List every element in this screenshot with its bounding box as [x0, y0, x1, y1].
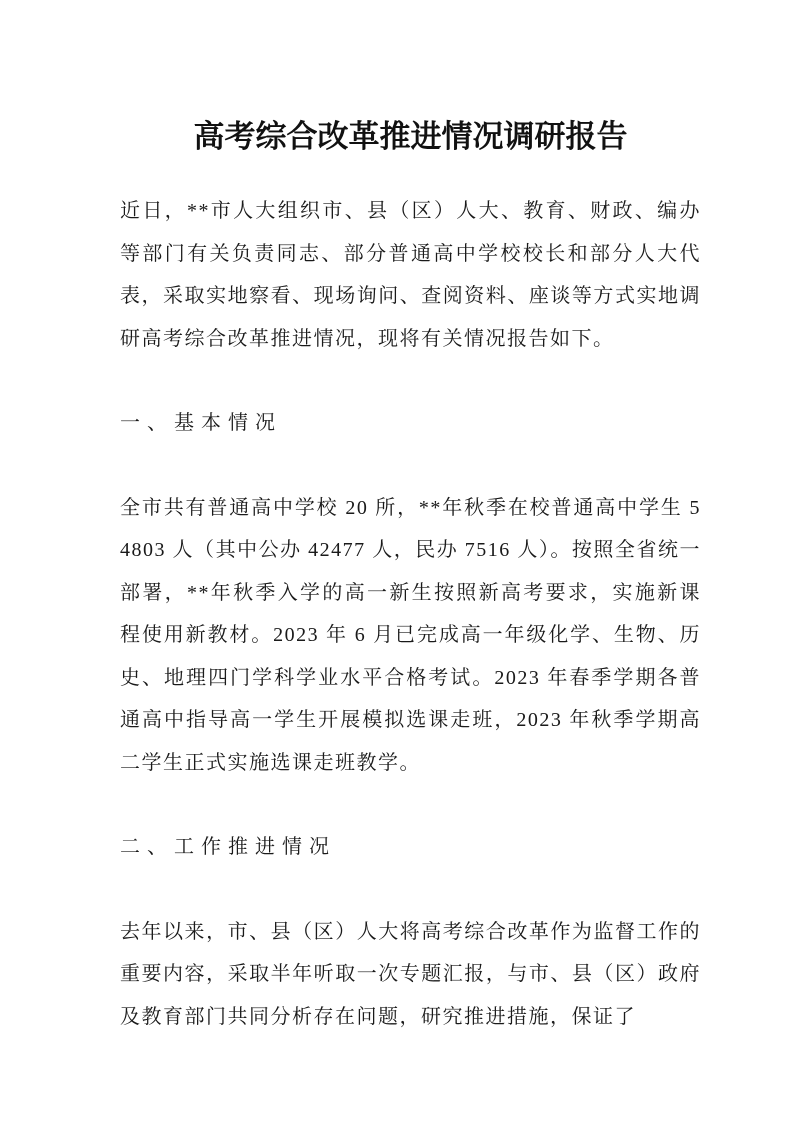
document-title: 高考综合改革推进情况调研报告 — [193, 119, 628, 154]
intro-paragraph: 近日，**市人大组织市、县（区）人大、教育、财政、编办等部门有关负责同志、部分普通高中学校校长和部分人大代表，采取实地察看、现场询问、查阅资料、座谈等方式实地调研高考综合改革推进情况，现将有关情况报告如下。 — [120, 200, 701, 350]
work-progress-paragraph: 去年以来，市、县（区）人大将高考综合改革作为监督工作的重要内容，采取半年听取一次专题汇报，与市、县（区）政府及教育部门共同分析存在问题，研究推进措施，保证了 — [120, 920, 701, 1028]
section-heading-work-progress: 二、工作推进情况 — [120, 836, 336, 858]
basic-situation-paragraph: 全市共有普通高中学校 20 所，**年秋季在校普通高中学生 54803 人（其中公办 42477 人，民办 7516 人）。按照全省统一部署，**年秋季入学的高一新生按照新高考要求，实施新课程使用新教材。2023 年 6 月已完成高一年级化学、生物、历史、地理四门学科学业水平合格考试。2023 年春季学期各普通高中指导高一学生开展模拟选课走班，2023 年秋季学期高二学生正式实施选课走班教学。 — [120, 496, 701, 774]
section-heading-basic-situation: 一、基本情况 — [120, 412, 282, 434]
